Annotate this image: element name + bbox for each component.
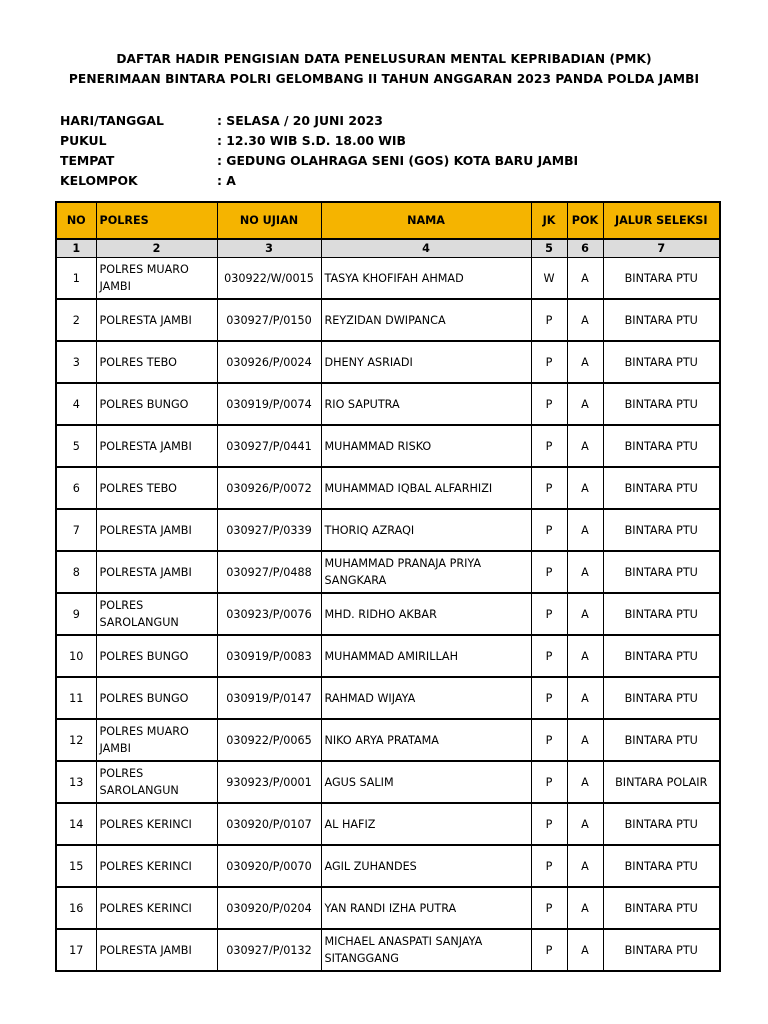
cell-nama: MHD. RIDHO AKBAR	[321, 593, 531, 635]
cell-polres: POLRES BUNGO	[96, 635, 217, 677]
cell-pok: A	[567, 803, 603, 845]
cell-no: 2	[56, 299, 96, 341]
cell-no: 11	[56, 677, 96, 719]
attendance-table	[55, 201, 721, 972]
cell-pok: A	[567, 341, 603, 383]
cell-pok: A	[567, 299, 603, 341]
cell-jk: P	[531, 635, 567, 677]
cell-polres: POLRESTA JAMBI	[96, 299, 217, 341]
cell-polres: POLRES BUNGO	[96, 677, 217, 719]
cell-nama: MUHAMMAD PRANAJA PRIYA SANGKARA	[321, 551, 531, 593]
cell-nama: MUHAMMAD RISKO	[321, 425, 531, 467]
cell-jk: P	[531, 299, 567, 341]
cell-jalur: BINTARA PTU	[603, 593, 720, 635]
cell-jalur: BINTARA PTU	[603, 467, 720, 509]
cell-jk: P	[531, 509, 567, 551]
cell-no: 3	[56, 341, 96, 383]
cell-polres: POLRES KERINCI	[96, 845, 217, 887]
session-info	[60, 111, 578, 191]
cell-no-ujian: 030927/P/0150	[217, 299, 321, 341]
cell-no-ujian: 930923/P/0001	[217, 761, 321, 803]
cell-jk: P	[531, 887, 567, 929]
table-row	[56, 593, 720, 635]
cell-no-ujian: 030923/P/0076	[217, 593, 321, 635]
cell-jk: P	[531, 551, 567, 593]
col-header-polres: POLRES	[96, 202, 217, 239]
cell-jk: P	[531, 761, 567, 803]
cell-pok: A	[567, 929, 603, 971]
table-row	[56, 551, 720, 593]
cell-no: 12	[56, 719, 96, 761]
cell-polres: POLRESTA JAMBI	[96, 551, 217, 593]
cell-nama: RIO SAPUTRA	[321, 383, 531, 425]
cell-jalur: BINTARA PTU	[603, 887, 720, 929]
cell-pok: A	[567, 845, 603, 887]
cell-no-ujian: 030926/P/0072	[217, 467, 321, 509]
cell-no-ujian: 030919/P/0147	[217, 677, 321, 719]
table-row	[56, 761, 720, 803]
cell-pok: A	[567, 551, 603, 593]
cell-no: 7	[56, 509, 96, 551]
table-row	[56, 258, 720, 300]
cell-no: 10	[56, 635, 96, 677]
cell-jk: P	[531, 593, 567, 635]
cell-pok: A	[567, 467, 603, 509]
info-label: KELOMPOK	[60, 173, 138, 188]
cell-pok: A	[567, 677, 603, 719]
cell-no: 17	[56, 929, 96, 971]
col-header-jalur: JALUR SELEKSI	[603, 202, 720, 239]
cell-nama: AGIL ZUHANDES	[321, 845, 531, 887]
cell-no: 15	[56, 845, 96, 887]
cell-no-ujian: 030919/P/0083	[217, 635, 321, 677]
cell-pok: A	[567, 719, 603, 761]
cell-pok: A	[567, 887, 603, 929]
info-row-place	[60, 151, 578, 171]
table-row	[56, 929, 720, 971]
cell-jalur: BINTARA PTU	[603, 803, 720, 845]
cell-nama: RAHMAD WIJAYA	[321, 677, 531, 719]
cell-no: 14	[56, 803, 96, 845]
index-cell: 5	[531, 239, 567, 258]
cell-polres: POLRES SAROLANGUN	[96, 761, 217, 803]
cell-jk: P	[531, 719, 567, 761]
cell-polres: POLRES KERINCI	[96, 803, 217, 845]
info-label: PUKUL	[60, 133, 107, 148]
info-label: HARI/TANGGAL	[60, 113, 164, 128]
table-row	[56, 341, 720, 383]
info-row-date	[60, 111, 578, 131]
col-header-no: NO	[56, 202, 96, 239]
cell-nama: AL HAFIZ	[321, 803, 531, 845]
table-row	[56, 845, 720, 887]
cell-no: 4	[56, 383, 96, 425]
index-cell: 1	[56, 239, 96, 258]
cell-jalur: BINTARA PTU	[603, 845, 720, 887]
column-index-row	[56, 239, 720, 258]
cell-jalur: BINTARA PTU	[603, 677, 720, 719]
cell-jk: W	[531, 258, 567, 300]
cell-no: 8	[56, 551, 96, 593]
cell-no-ujian: 030927/P/0488	[217, 551, 321, 593]
cell-jalur: BINTARA PTU	[603, 551, 720, 593]
cell-jalur: BINTARA PTU	[603, 509, 720, 551]
cell-polres: POLRES TEBO	[96, 467, 217, 509]
cell-nama: NIKO ARYA PRATAMA	[321, 719, 531, 761]
cell-jk: P	[531, 677, 567, 719]
cell-pok: A	[567, 761, 603, 803]
cell-nama: YAN RANDI IZHA PUTRA	[321, 887, 531, 929]
col-header-jk: JK	[531, 202, 567, 239]
cell-jk: P	[531, 929, 567, 971]
table-row	[56, 509, 720, 551]
cell-pok: A	[567, 258, 603, 300]
cell-nama: TASYA KHOFIFAH AHMAD	[321, 258, 531, 300]
table-row	[56, 677, 720, 719]
cell-no-ujian: 030927/P/0441	[217, 425, 321, 467]
cell-jk: P	[531, 383, 567, 425]
cell-jk: P	[531, 341, 567, 383]
cell-jk: P	[531, 467, 567, 509]
cell-no-ujian: 030920/P/0204	[217, 887, 321, 929]
cell-jk: P	[531, 803, 567, 845]
cell-jk: P	[531, 425, 567, 467]
table-row	[56, 803, 720, 845]
cell-pok: A	[567, 383, 603, 425]
cell-nama: AGUS SALIM	[321, 761, 531, 803]
cell-nama: REYZIDAN DWIPANCA	[321, 299, 531, 341]
cell-jalur: BINTARA POLAIR	[603, 761, 720, 803]
table-row	[56, 719, 720, 761]
cell-no-ujian: 030927/P/0339	[217, 509, 321, 551]
cell-no: 9	[56, 593, 96, 635]
col-header-no-ujian: NO UJIAN	[217, 202, 321, 239]
table-header-row	[56, 202, 720, 239]
document-title-line-1: DAFTAR HADIR PENGISIAN DATA PENELUSURAN MENTAL KEPRIBADIAN (PMK)	[116, 52, 652, 66]
cell-pok: A	[567, 509, 603, 551]
cell-pok: A	[567, 635, 603, 677]
cell-polres: POLRES SAROLANGUN	[96, 593, 217, 635]
cell-jalur: BINTARA PTU	[603, 929, 720, 971]
cell-jalur: BINTARA PTU	[603, 299, 720, 341]
cell-no-ujian: 030926/P/0024	[217, 341, 321, 383]
cell-nama: DHENY ASRIADI	[321, 341, 531, 383]
cell-jalur: BINTARA PTU	[603, 383, 720, 425]
cell-pok: A	[567, 593, 603, 635]
cell-jalur: BINTARA PTU	[603, 425, 720, 467]
table-row	[56, 299, 720, 341]
cell-no-ujian: 030919/P/0074	[217, 383, 321, 425]
cell-jalur: BINTARA PTU	[603, 635, 720, 677]
info-value: : GEDUNG OLAHRAGA SENI (GOS) KOTA BARU JAMBI	[217, 153, 579, 168]
cell-polres: POLRES TEBO	[96, 341, 217, 383]
info-row-group	[60, 171, 578, 191]
cell-jalur: BINTARA PTU	[603, 341, 720, 383]
cell-no-ujian: 030927/P/0132	[217, 929, 321, 971]
table-row	[56, 887, 720, 929]
cell-nama: MUHAMMAD AMIRILLAH	[321, 635, 531, 677]
cell-no-ujian: 030920/P/0070	[217, 845, 321, 887]
index-cell: 6	[567, 239, 603, 258]
info-value: : SELASA / 20 JUNI 2023	[217, 113, 383, 128]
col-header-nama: NAMA	[321, 202, 531, 239]
cell-polres: POLRESTA JAMBI	[96, 425, 217, 467]
info-value: : 12.30 WIB S.D. 18.00 WIB	[217, 133, 406, 148]
cell-no-ujian: 030922/P/0065	[217, 719, 321, 761]
info-row-time	[60, 131, 578, 151]
cell-nama: MICHAEL ANASPATI SANJAYA SITANGGANG	[321, 929, 531, 971]
table-row	[56, 425, 720, 467]
table-row	[56, 383, 720, 425]
cell-polres: POLRES MUARO JAMBI	[96, 719, 217, 761]
cell-polres: POLRES MUARO JAMBI	[96, 258, 217, 300]
cell-no: 13	[56, 761, 96, 803]
col-header-pok: POK	[567, 202, 603, 239]
cell-polres: POLRESTA JAMBI	[96, 929, 217, 971]
cell-no: 6	[56, 467, 96, 509]
document-title-line-2: PENERIMAAN BINTARA POLRI GELOMBANG II TAHUN ANGGARAN 2023 PANDA POLDA JAMBI	[68, 72, 700, 86]
cell-no: 5	[56, 425, 96, 467]
index-cell: 4	[321, 239, 531, 258]
cell-polres: POLRES KERINCI	[96, 887, 217, 929]
cell-no: 16	[56, 887, 96, 929]
cell-jalur: BINTARA PTU	[603, 719, 720, 761]
index-cell: 7	[603, 239, 720, 258]
cell-nama: MUHAMMAD IQBAL ALFARHIZI	[321, 467, 531, 509]
cell-jalur: BINTARA PTU	[603, 258, 720, 300]
table-row	[56, 635, 720, 677]
cell-polres: POLRES BUNGO	[96, 383, 217, 425]
cell-polres: POLRESTA JAMBI	[96, 509, 217, 551]
cell-no: 1	[56, 258, 96, 300]
cell-jk: P	[531, 845, 567, 887]
cell-pok: A	[567, 425, 603, 467]
info-value: : A	[217, 173, 236, 188]
cell-nama: THORIQ AZRAQI	[321, 509, 531, 551]
info-label: TEMPAT	[60, 153, 115, 168]
index-cell: 2	[96, 239, 217, 258]
cell-no-ujian: 030922/W/0015	[217, 258, 321, 300]
table-row	[56, 467, 720, 509]
cell-no-ujian: 030920/P/0107	[217, 803, 321, 845]
index-cell: 3	[217, 239, 321, 258]
